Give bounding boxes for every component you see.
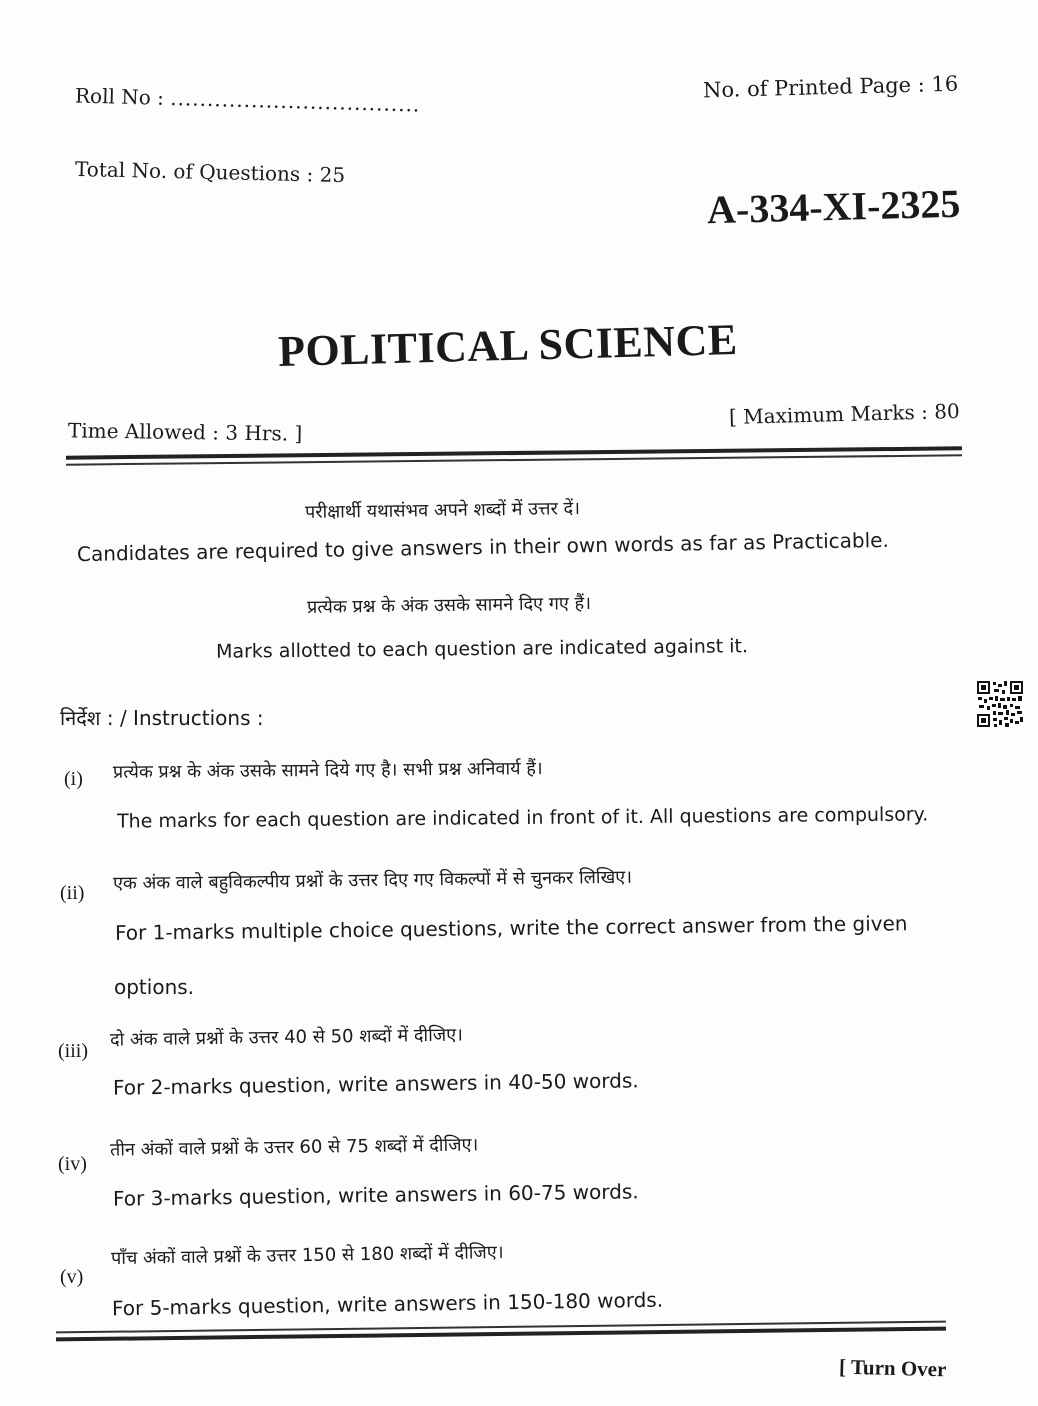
note-english-marks: Marks allotted to each question are indicated against it.	[215, 635, 749, 663]
instruction-2-english-continued: options.	[114, 975, 195, 999]
instruction-2-number: (ii)	[60, 882, 85, 904]
instruction-2-hindi: एक अंक वाले बहुविकल्पीय प्रश्नों के उत्तर दिए गए विकल्पों में से चुनकर लिखिए।	[112, 866, 633, 895]
instruction-2-english: For 1-marks multiple choice questions, write the correct answer from the given	[114, 911, 908, 945]
roll-no-blank: ..................................	[169, 85, 421, 117]
total-questions: Total No. of Questions : 25	[74, 156, 346, 188]
qr-code-icon	[976, 680, 1024, 728]
roll-no	[75, 83, 421, 116]
instruction-3-number: (iii)	[58, 1040, 88, 1062]
note-hindi-own-words: परीक्षार्थी यथासंभव अपने शब्दों में उत्तर दें।	[304, 498, 581, 523]
instruction-3-english: For 2-marks question, write answers in 40-50 words.	[112, 1068, 639, 1100]
subject-title: POLITICAL SCIENCE	[277, 314, 739, 377]
instruction-1-hindi: प्रत्येक प्रश्न के अंक उसके सामने दिये गए है। सभी प्रश्न अनिवार्य हैं।	[112, 758, 543, 783]
instruction-3-hindi: दो अंक वाले प्रश्नों के उत्तर 40 से 50 शब्दों में दीजिए।	[109, 1024, 464, 1051]
printed-page-count: No. of Printed Page : 16	[702, 71, 959, 103]
time-allowed: Time Allowed : 3 Hrs. ]	[67, 418, 303, 446]
turn-over-label: [ Turn Over	[838, 1354, 947, 1382]
instruction-5-english: For 5-marks question, write answers in 150-180 words.	[111, 1287, 664, 1321]
maximum-marks: [ Maximum Marks : 80	[729, 398, 961, 430]
instruction-4-number: (iv)	[58, 1153, 87, 1175]
header-divider	[66, 446, 962, 469]
paper-code: A-334-XI-2325	[706, 180, 961, 233]
instruction-1-english: The marks for each question are indicated in front of it. All questions are compulsory.	[116, 803, 929, 833]
note-english-own-words: Candidates are required to give answers in their own words as far as Practicable.	[76, 527, 890, 567]
instruction-4-english: For 3-marks question, write answers in 60-75 words.	[112, 1179, 639, 1211]
roll-no-label: Roll No :	[74, 83, 165, 110]
instruction-5-number: (v)	[60, 1266, 84, 1288]
instruction-1-number: (i)	[64, 768, 83, 790]
instruction-5-hindi: पाँच अंकों वाले प्रश्नों के उत्तर 150 से 180 शब्दों में दीजिए।	[110, 1241, 504, 1270]
instruction-4-hindi: तीन अंकों वाले प्रश्नों के उत्तर 60 से 75 शब्दों में दीजिए।	[109, 1134, 479, 1161]
footer-divider	[56, 1321, 946, 1348]
note-hindi-marks: प्रत्येक प्रश्न के अंक उसके सामने दिए गए हैं।	[306, 593, 592, 618]
instructions-heading: निर्देश : / Instructions :	[60, 706, 264, 730]
